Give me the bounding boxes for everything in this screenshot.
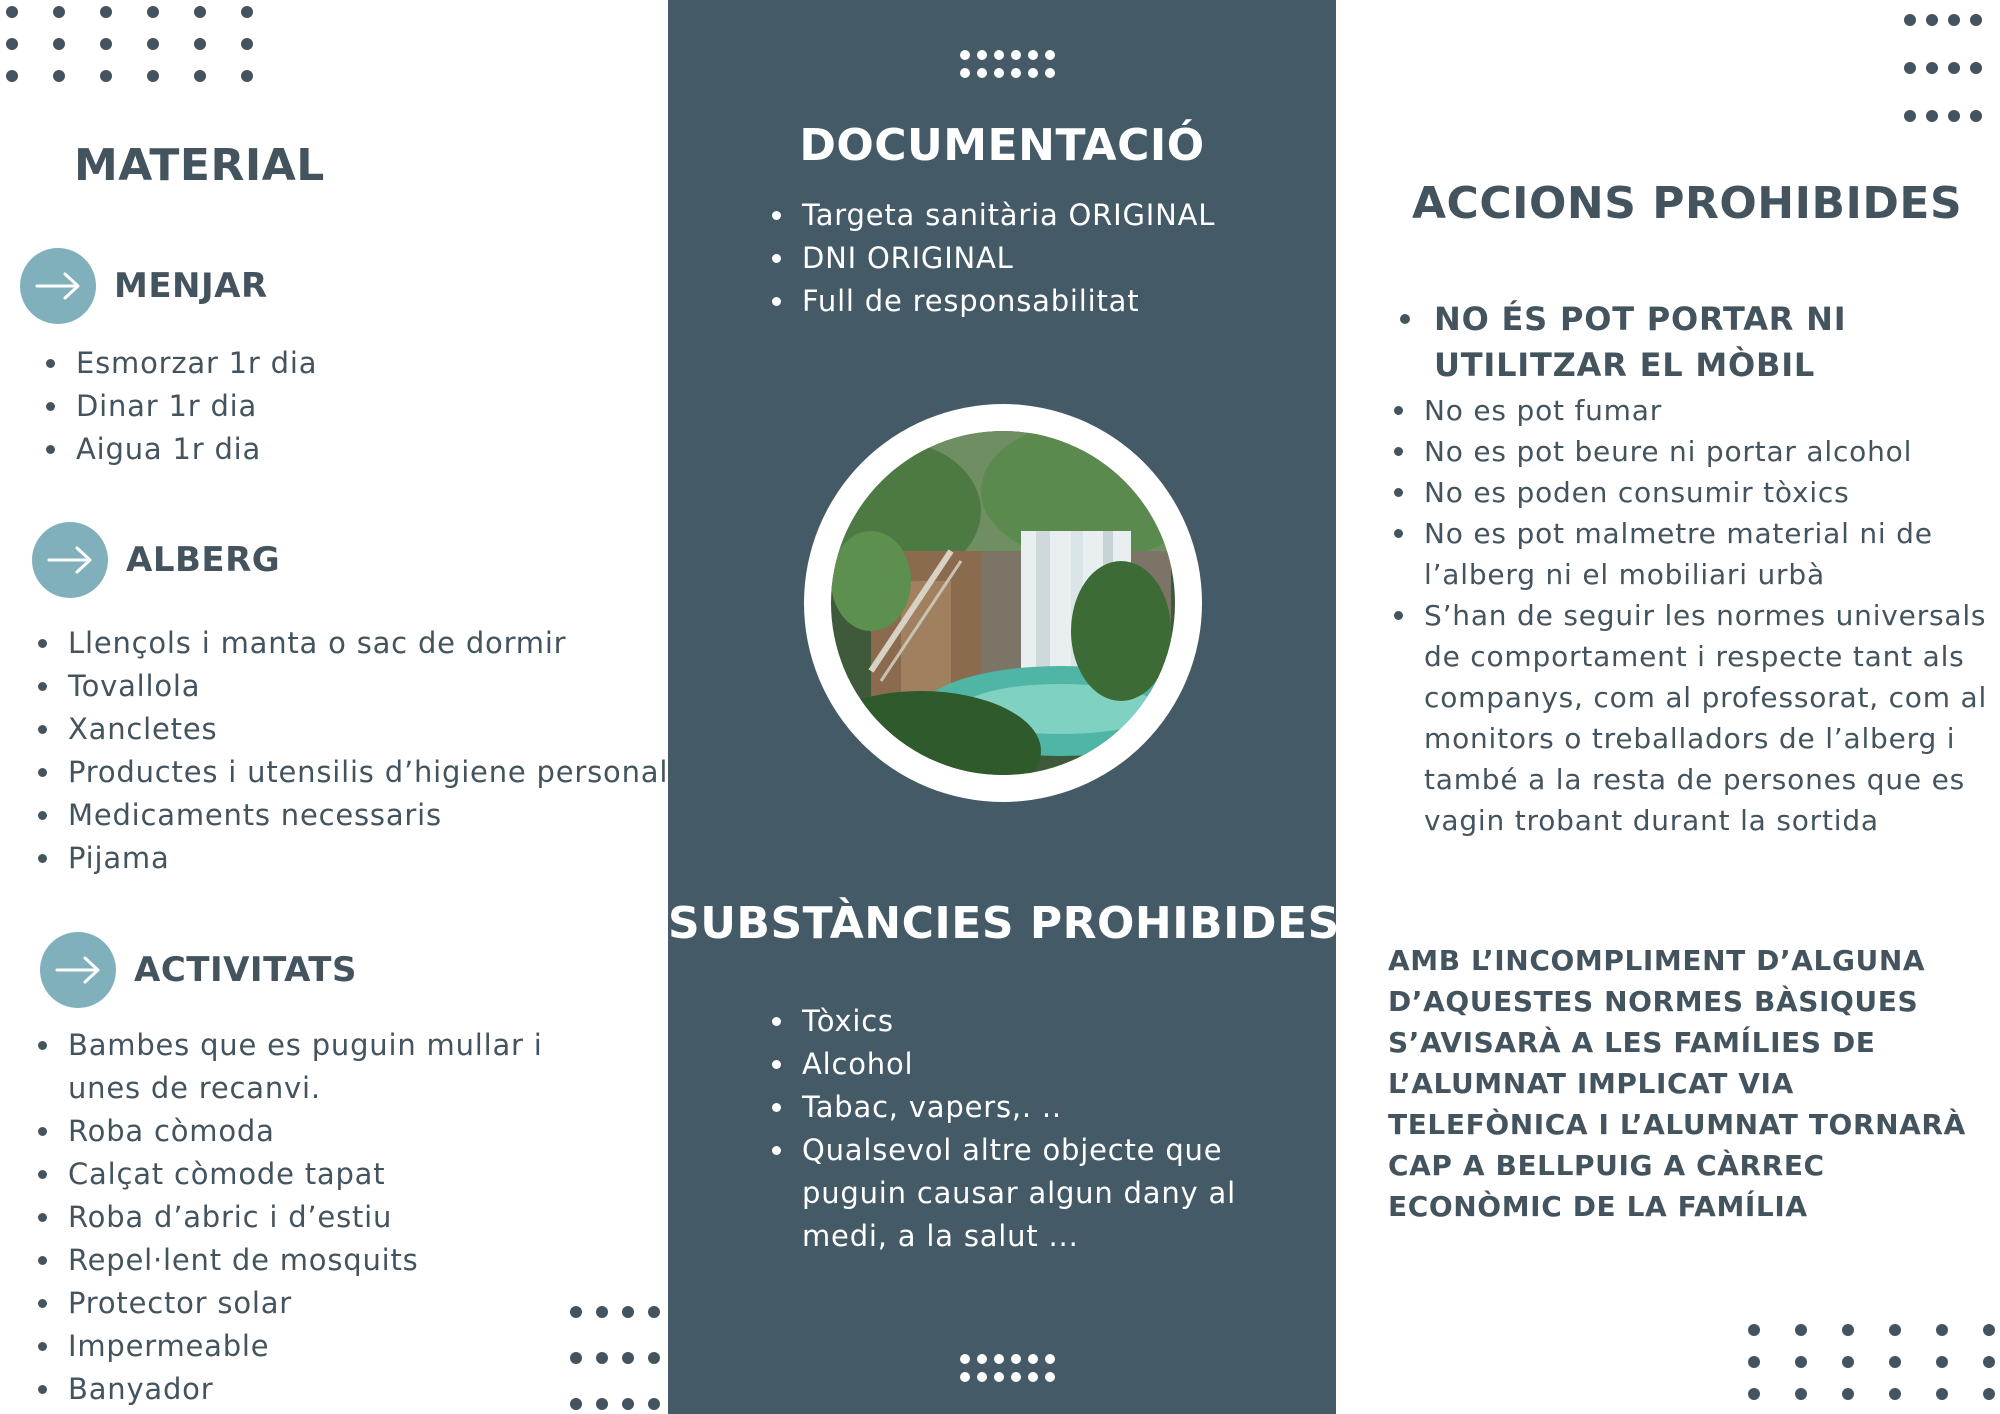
menjar-list	[42, 342, 317, 471]
list-item: No es poden consumir tòxics	[1390, 472, 1990, 513]
list-item: Tovallola	[34, 665, 668, 708]
list-item: Roba d’abric i d’estiu	[34, 1196, 554, 1239]
dots-decoration-bottom-middle	[960, 1354, 1055, 1382]
alberg-heading: ALBERG	[126, 540, 281, 580]
activitats-heading: ACTIVITATS	[134, 950, 357, 990]
documentation-panel	[668, 0, 1340, 1414]
list-item: Calçat còmode tapat	[34, 1153, 554, 1196]
list-item: No es pot malmetre material ni de l’alberg ni el mobiliari urbà	[1390, 513, 1990, 595]
dots-decoration-top-middle	[960, 50, 1055, 78]
list-item: Targeta sanitària ORIGINAL	[768, 194, 1215, 237]
list-item: Xancletes	[34, 708, 668, 751]
activitats-header	[40, 932, 357, 1008]
list-item: Impermeable	[34, 1325, 554, 1368]
activitats-list	[34, 1024, 554, 1411]
arrow-right-icon	[40, 932, 116, 1008]
mobile-rule	[1394, 296, 1914, 388]
prohibited-actions-list	[1390, 390, 1990, 841]
list-item: Aigua 1r dia	[42, 428, 317, 471]
substances-list	[768, 1000, 1288, 1258]
dots-decoration-top-left	[6, 6, 253, 82]
list-item: Esmorzar 1r dia	[42, 342, 317, 385]
material-panel	[0, 0, 668, 1414]
substances-title: SUBSTÀNCIES PROHIBIDES	[668, 898, 1340, 949]
list-item: No es pot fumar	[1390, 390, 1990, 431]
waterfall-photo	[831, 431, 1175, 775]
material-title: MATERIAL	[74, 140, 325, 191]
dots-decoration-top-right	[1904, 14, 1982, 122]
photo-frame	[804, 404, 1202, 802]
list-item: Protector solar	[34, 1282, 554, 1325]
arrow-right-icon	[20, 248, 96, 324]
dots-decoration-bottom-left	[570, 1306, 660, 1410]
prohibited-actions-title: ACCIONS PROHIBIDES	[1412, 178, 1963, 229]
list-item: No es pot beure ni portar alcohol	[1390, 431, 1990, 472]
menjar-heading: MENJAR	[114, 266, 268, 306]
list-item: Dinar 1r dia	[42, 385, 317, 428]
list-item: Alcohol	[768, 1043, 1288, 1086]
list-item: Productes i utensilis d’higiene personal	[34, 751, 668, 794]
alberg-list	[34, 622, 668, 880]
list-item: Bambes que es puguin mullar i unes de recanvi.	[34, 1024, 554, 1110]
list-item: DNI ORIGINAL	[768, 237, 1215, 280]
dots-decoration-bottom-right	[1748, 1324, 1995, 1400]
arrow-right-icon	[32, 522, 108, 598]
warning-notice: AMB L’INCOMPLIMENT D’ALGUNA D’AQUESTES NORMES BÀSIQUES S’AVISARÀ A LES FAMÍLIES DE L’ALUMNAT IMPLICAT VIA TELEFÒNICA I L’ALUMNAT TORNARÀ CAP A BELLPUIG A CÀRREC ECONÒMIC DE LA FAMÍLIA	[1388, 944, 1966, 1223]
list-item: Tòxics	[768, 1000, 1288, 1043]
list-item: Roba còmoda	[34, 1110, 554, 1153]
list-item: Banyador	[34, 1368, 554, 1411]
list-item: Tabac, vapers,. ..	[768, 1086, 1288, 1129]
prohibited-actions-panel	[1336, 0, 2000, 1414]
menjar-header	[20, 248, 268, 324]
list-item: Medicaments necessaris	[34, 794, 668, 837]
list-item: Llençols i manta o sac de dormir	[34, 622, 668, 665]
alberg-header	[32, 522, 280, 598]
list-item: Repel·lent de mosquits	[34, 1239, 554, 1282]
documentation-list	[768, 194, 1215, 323]
list-item: NO ÉS POT PORTAR NI UTILITZAR EL MÒBIL	[1394, 296, 1914, 388]
list-item: S’han de seguir les normes universals de comportament i respecte tant als companys, com al professorat, com al monitors o treballadors de l’alberg i també a la resta de persones que es vagin trobant durant la sortida	[1390, 595, 1990, 841]
list-item: Qualsevol altre objecte que puguin causar algun dany al medi, a la salut ...	[768, 1129, 1288, 1258]
list-item: Pijama	[34, 837, 668, 880]
list-item: Full de responsabilitat	[768, 280, 1215, 323]
documentation-title: DOCUMENTACIÓ	[799, 120, 1205, 171]
